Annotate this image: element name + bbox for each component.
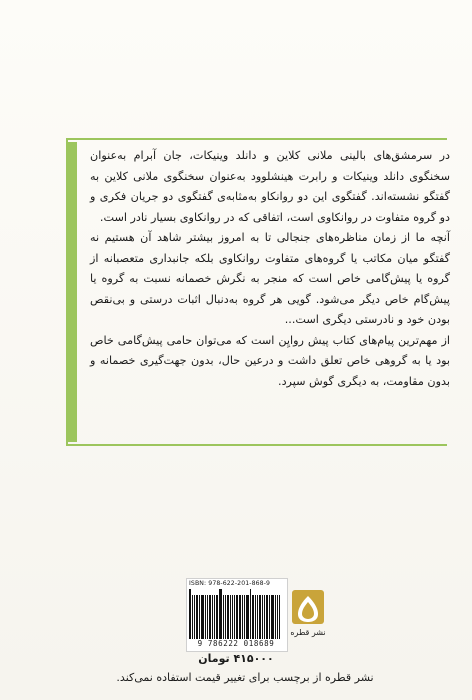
barcode-bar: [255, 595, 256, 639]
barcode-bar: [223, 595, 224, 639]
blurb-paragraph-3: از مهم‌ترین پیام‌های کتاب پیش روایِن است که می‌توان حامی پیش‌گامی خاص بود یا به گروهی خاص تعلق داشت و درعین حال، بدون جهت‌گیری خصمانه و بدون مقاومت، به دیگری گوش سپرد.: [90, 333, 450, 388]
barcode: [189, 589, 281, 639]
barcode-bar: [244, 595, 245, 639]
barcode-bar: [279, 595, 280, 639]
price-note: نشر قطره از برچسب برای تغییر قیمت استفاده نمی‌کند.: [116, 671, 374, 684]
barcode-bar: [230, 595, 231, 639]
barcode-bar: [216, 595, 218, 639]
barcode-bar: [239, 595, 241, 639]
barcode-bar: [271, 595, 274, 639]
barcode-bar: [189, 589, 191, 639]
barcode-bar: [225, 595, 226, 639]
barcode-bar: [234, 595, 235, 639]
barcode-bar: [236, 595, 238, 639]
barcode-bar: [194, 595, 195, 639]
barcode-bar: [207, 595, 208, 639]
barcode-bar: [232, 595, 233, 639]
barcode-bar: [201, 595, 204, 639]
barcode-bar: [264, 595, 265, 639]
barcode-bar: [214, 595, 215, 639]
barcode-bar: [250, 589, 251, 639]
barcode-bar: [266, 595, 268, 639]
barcode-bar: [257, 595, 258, 639]
publisher-name: نشر قطره: [290, 628, 326, 637]
barcode-bar: [212, 595, 213, 639]
barcode-bar: [209, 595, 211, 639]
barcode-bar: [252, 595, 254, 639]
barcode-bar: [275, 595, 276, 639]
barcode-bar: [259, 595, 261, 639]
barcode-bar: [199, 595, 200, 639]
barcode-bar: [242, 595, 243, 639]
blurb-paragraph-1: در سرمشق‌های بالینی ملانی کلاین و دانلد وینیکات، جان آبرام به‌عنوان سخنگوی دانلد وینیکات و رابرت هینشلوود به‌عنوان سخنگوی ملانی کلاین به گفتگو نشسته‌اند. گفتگوی این دو روانکاو به‌مثابه‌ی گفتگوی دو جریان فکری و دو گروه متفاوت در روانکاوی است، اتفاقی که در روانکاوی بسیار نادر است.: [90, 149, 450, 224]
barcode-bar: [227, 595, 229, 639]
barcode-bar: [262, 595, 263, 639]
barcode-bar: [246, 595, 249, 639]
barcode-bar: [269, 595, 270, 639]
isbn-label: ISBN: 978-622-201-868-9: [189, 580, 271, 587]
barcode-bar: [196, 595, 198, 639]
barcode-bar: [192, 595, 193, 639]
barcode-digits: 9 786222 018689: [197, 639, 275, 648]
barcode-bar: [277, 595, 278, 639]
blurb-text: [90, 146, 450, 392]
price: ۴۱۵۰۰۰ تومان: [198, 652, 274, 665]
barcode-bar: [205, 595, 206, 639]
green-frame-bar: [66, 142, 77, 442]
barcode-bar: [219, 589, 222, 639]
blurb-paragraph-2: آنچه ما از زمان مناظره‌های جنجالی تا به امروز بیشتر شاهد آن هستیم نه گفتگو میان مکاتب یا گروه‌های متفاوت روانکاوی بلکه جانبداری متعصبانه از گروه یا پیش‌گامی خاص است که منجر به نگرش خصمانه نسبت به گروه یا پیش‌گام خاص دیگر می‌شود. گویی هر گروه به‌دنبال اثبات درستی و بی‌نقص بودن خود و نادرستی دیگری است...: [90, 231, 450, 326]
